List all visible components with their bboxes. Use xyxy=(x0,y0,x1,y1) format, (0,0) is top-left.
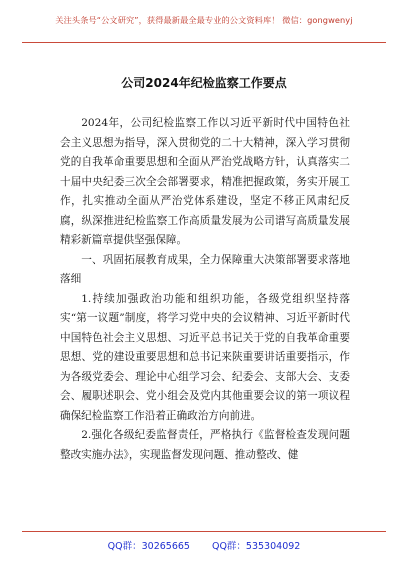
section-heading-1: 一、巩固拓展教育成果，全力保障重大决策部署要求落地落细 xyxy=(60,253,350,285)
header-divider xyxy=(22,42,386,43)
footer xyxy=(0,538,408,552)
footer-qq-group-1: QQ群：30265665 xyxy=(107,541,190,552)
document-body xyxy=(60,114,350,465)
footer-qq-group-2: QQ群：535304092 xyxy=(211,541,301,552)
paragraph-intro: 2024年，公司纪检监察工作以习近平新时代中国特色社会主义思想为指导，深入贯彻党的二十大精神，深入学习贯彻党的自我革命重要思想和全面从严治党战略方针，认真落实二十届中央纪委三次全会部署要求，精准把握政策，务实开展工作，扎实推动全面从严治党体系建设，坚定不移正风肃纪反腐，纵深推进纪检监察工作高质量发展为公司谱写高质量发展精彩新篇章提供坚强保障。 xyxy=(60,117,350,246)
banner-text: 关注头条号“公文研究”，获得最新最全最专业的公文资料库！ 微信：gongwenyj xyxy=(55,14,353,25)
document-title: 公司2024年纪检监察工作要点 xyxy=(121,76,287,90)
paragraph-item-1: 1.持续加强政治功能和组织功能，各级党组织坚持落实“第一议题”制度，将学习党中央的会议精神、习近平新时代中国特色社会主义思想、习近平总书记关于党的自我革命重要思想、党的建设重要思想和总书记来陕重要讲话重要指示，作为各级党委会、理论中心组学习会、纪委会、支部大会、支委会、履职述职会、党小组会及党内其他重要会议的第一项议程确保纪检监察工作沿着正确政治方向前进。 xyxy=(60,292,350,422)
paragraph-item-2: 2.强化各级纪委监督责任，严格执行《监督检查发现问题整改实施办法》，实现监督发现问题、推动整改、健 xyxy=(60,429,350,461)
top-banner xyxy=(0,0,408,40)
footer-divider xyxy=(22,531,386,532)
